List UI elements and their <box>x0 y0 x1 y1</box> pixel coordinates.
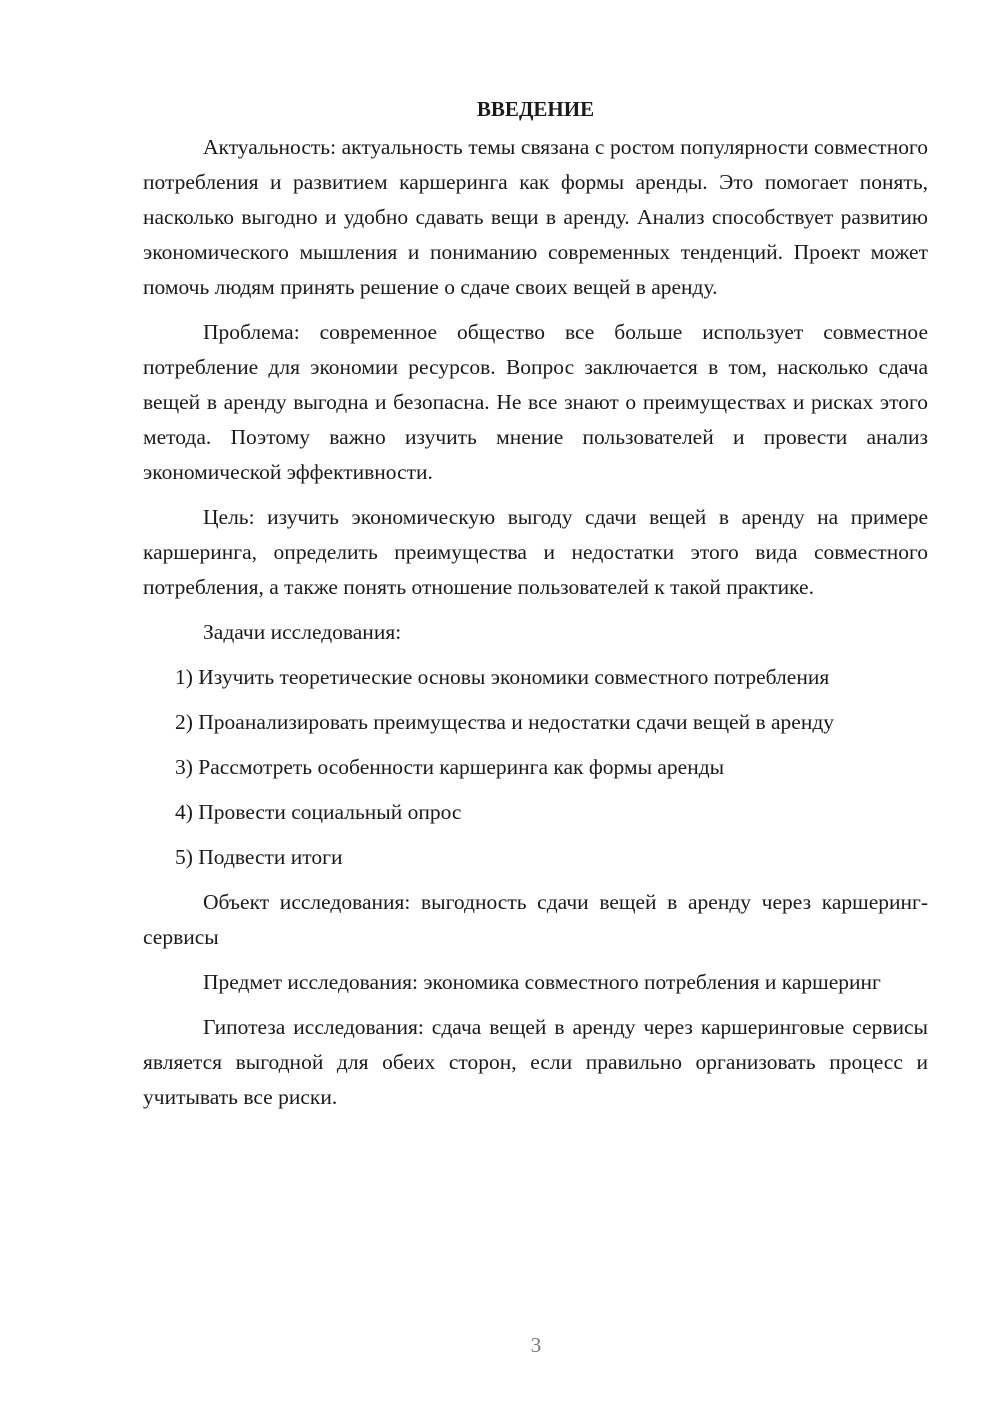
subject-paragraph: Предмет исследования: экономика совместного потребления и каршеринг <box>203 970 881 994</box>
hypothesis-paragraph: Гипотеза исследования: сдача вещей в аренду через каршеринговые сервисы является выгодной для обеих сторон, если правильно организовать процесс и учитывать все риски. <box>143 1015 928 1109</box>
task-item: 3) Рассмотреть особенности каршеринга как формы аренды <box>175 755 725 779</box>
goal-paragraph: Цель: изучить экономическую выгоду сдачи вещей в аренду на примере каршеринга, определить преимущества и недостатки этого вида совместного потребления, а также понять отношение пользователей к такой практике. <box>143 505 928 599</box>
document-body <box>143 92 928 1125</box>
task-item: 1) Изучить теоретические основы экономики совместного потребления <box>175 665 830 689</box>
problem-paragraph: Проблема: современное общество все больше использует совместное потребление для экономии ресурсов. Вопрос заключается в том, насколько сдача вещей в аренду выгодна и безопасна. Не все знают о преимуществах и рисках этого метода. Поэтому важно изучить мнение пользователей и провести анализ экономической эффективности. <box>143 320 928 484</box>
task-item: 5) Подвести итоги <box>175 845 343 869</box>
tasks-heading: Задачи исследования: <box>203 620 402 644</box>
task-item: 4) Провести социальный опрос <box>175 800 462 824</box>
page-number: 3 <box>530 1333 542 1357</box>
relevance-paragraph: Актуальность: актуальность темы связана с ростом популярности совместного потребления и развитием каршеринга как формы аренды. Это помогает понять, насколько выгодно и удобно сдавать вещи в аренду. Анализ способствует развитию экономического мышления и пониманию современных тенденций. Проект может помочь людям принять решение о сдаче своих вещей в аренду. <box>143 135 928 299</box>
object-paragraph: Объект исследования: выгодность сдачи вещей в аренду через каршеринг-сервисы <box>143 890 928 949</box>
task-item: 2) Проанализировать преимущества и недостатки сдачи вещей в аренду <box>175 710 835 734</box>
page-title: ВВЕДЕНИЕ <box>476 97 595 121</box>
